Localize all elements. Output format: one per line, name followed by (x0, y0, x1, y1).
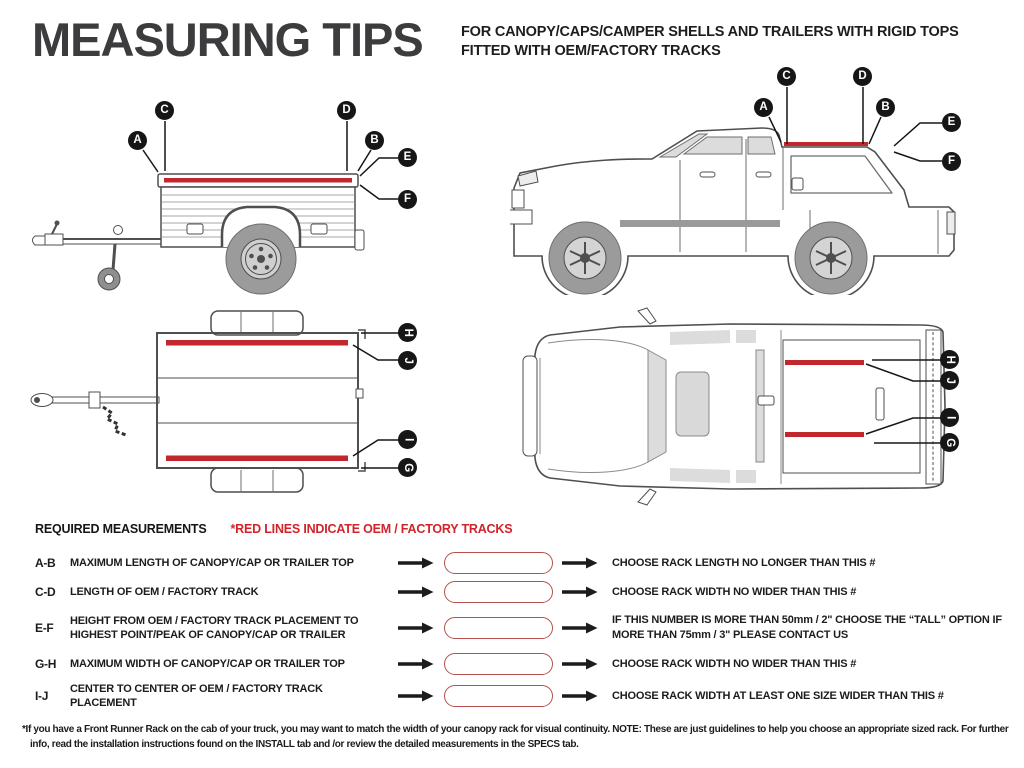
callout-letter: F (403, 192, 412, 205)
arrow-right-icon (398, 586, 434, 598)
callout-e-badge (942, 113, 961, 132)
measurement-row-gh (35, 653, 1015, 675)
callout-letter: G (944, 438, 957, 447)
callout-b-badge (876, 98, 895, 117)
arrow-right-icon (398, 557, 434, 569)
callout-f-badge (942, 152, 961, 171)
callout-letter: B (881, 100, 890, 113)
arrow-right-icon (562, 586, 598, 598)
callout-letter: C (782, 69, 791, 82)
measurement-description: HEIGHT FROM OEM / FACTORY TRACK PLACEMENT TO HIGHEST POINT/PEAK OF CANOPY/CAP OR TRAILER (70, 614, 359, 641)
range-label: I-J (35, 689, 49, 704)
callout-c-badge (777, 67, 796, 86)
callout-b-badge (365, 131, 384, 150)
page-subtitle (461, 23, 1001, 61)
arrow-right-icon (398, 658, 434, 670)
measurement-guidance: CHOOSE RACK WIDTH NO WIDER THAN THIS # (612, 585, 857, 598)
arrow-right-icon (562, 658, 598, 670)
arrow-right-icon (562, 557, 598, 569)
callout-letter: C (160, 103, 169, 116)
callout-letter: F (947, 154, 956, 167)
measurement-description: MAXIMUM WIDTH OF CANOPY/CAP OR TRAILER TOP (70, 657, 345, 670)
callout-letter: J (944, 377, 957, 384)
callout-letter: H (944, 355, 957, 364)
callout-a-badge (754, 98, 773, 117)
range-label: C-D (35, 585, 56, 599)
callout-c-badge (155, 101, 174, 120)
oem-track-line (785, 432, 864, 437)
callout-letter: I (402, 437, 415, 442)
callout-letter: E (947, 115, 956, 128)
arrow-right-icon (398, 622, 434, 634)
callout-letter: H (402, 328, 415, 337)
truck-top-diagram (500, 298, 1000, 515)
measurement-row-ab (35, 552, 1015, 574)
measurement-row-cd (35, 581, 1015, 603)
truck-top-illustration (500, 298, 1000, 515)
trailer-side-diagram (25, 78, 455, 305)
measurement-description: LENGTH OF OEM / FACTORY TRACK (70, 585, 259, 598)
callout-letter: D (342, 103, 351, 116)
subtitle-line-1: FOR CANOPY/CAPS/CAMPER SHELLS AND TRAILERS WITH RIGID TOPS (461, 24, 959, 40)
footnote: *If you have a Front Runner Rack on the cab of your truck, you may want to match the width of your canopy rack for visual continuity. NOTE: These are just guidelines to help you choose an appropriate sized rack. For further info, read the installation instructions found on the INSTALL tab and /or review the detailed measurements in the SPECS tab. (22, 724, 1009, 750)
measurement-description: MAXIMUM LENGTH OF CANOPY/CAP OR TRAILER TOP (70, 556, 354, 569)
callout-d-badge (853, 67, 872, 86)
measurement-row-ij (35, 682, 1015, 711)
measurement-description: CENTER TO CENTER OF OEM / FACTORY TRACK PLACEMENT (70, 683, 323, 710)
measurement-guidance: CHOOSE RACK WIDTH NO WIDER THAN THIS # (612, 657, 857, 670)
callout-e-badge (398, 148, 417, 167)
callout-a-badge (128, 131, 147, 150)
callout-g-badge (398, 458, 417, 477)
arrow-right-icon (398, 690, 434, 702)
truck-side-diagram (500, 60, 1010, 295)
subtitle-line-2: FITTED WITH OEM/FACTORY TRACKS (461, 43, 721, 60)
oem-track-line (166, 456, 348, 462)
callout-h-badge (940, 350, 959, 369)
callout-letter: D (858, 69, 867, 82)
red-lines-note: *RED LINES INDICATE OEM / FACTORY TRACKS (230, 522, 513, 536)
callout-g-badge (940, 433, 959, 452)
measurements-header (35, 522, 512, 536)
range-label: G-H (35, 657, 57, 671)
callout-letter: E (403, 150, 412, 163)
callout-letter: G (402, 463, 415, 472)
callout-j-badge (398, 351, 417, 370)
measurement-guidance: CHOOSE RACK WIDTH AT LEAST ONE SIZE WIDER THAN THIS # (612, 689, 944, 702)
measurement-input-oval[interactable] (444, 653, 553, 675)
measurement-input-oval[interactable] (444, 552, 553, 574)
measurement-guidance: CHOOSE RACK LENGTH NO LONGER THAN THIS # (612, 556, 876, 569)
measurement-input-oval[interactable] (444, 617, 553, 639)
callout-d-badge (337, 101, 356, 120)
page-title: MEASURING TIPS (32, 13, 423, 66)
required-measurements-heading: REQUIRED MEASUREMENTS (35, 522, 207, 536)
callout-letter: I (944, 415, 957, 420)
oem-track-line (164, 178, 352, 183)
callout-letter: B (370, 133, 379, 146)
callout-j-badge (940, 371, 959, 390)
oem-track-line (784, 142, 868, 146)
callout-h-badge (398, 323, 417, 342)
arrow-right-icon (562, 690, 598, 702)
measurement-input-oval[interactable] (444, 581, 553, 603)
callout-letter: A (759, 100, 768, 113)
callout-i-badge (940, 408, 959, 427)
measurements-table (35, 552, 1015, 718)
trailer-top-illustration (25, 303, 460, 510)
measurement-row-ef (35, 610, 1015, 646)
oem-track-line (166, 340, 348, 346)
callout-letter: A (133, 133, 142, 146)
trailer-side-illustration (25, 78, 455, 305)
measurement-input-oval[interactable] (444, 685, 553, 707)
truck-side-illustration (500, 60, 1010, 295)
arrow-right-icon (562, 622, 598, 634)
callout-f-badge (398, 190, 417, 209)
measurement-guidance: IF THIS NUMBER IS MORE THAN 50mm / 2" CHOOSE THE “TALL” OPTION IF MORE THAN 75mm / 3" PLEASE CONTACT US (612, 614, 1002, 641)
callout-letter: J (402, 357, 415, 364)
trailer-top-diagram (25, 303, 460, 510)
range-label: A-B (35, 556, 56, 570)
oem-track-line (785, 360, 864, 365)
callout-i-badge (398, 430, 417, 449)
range-label: E-F (35, 621, 54, 635)
